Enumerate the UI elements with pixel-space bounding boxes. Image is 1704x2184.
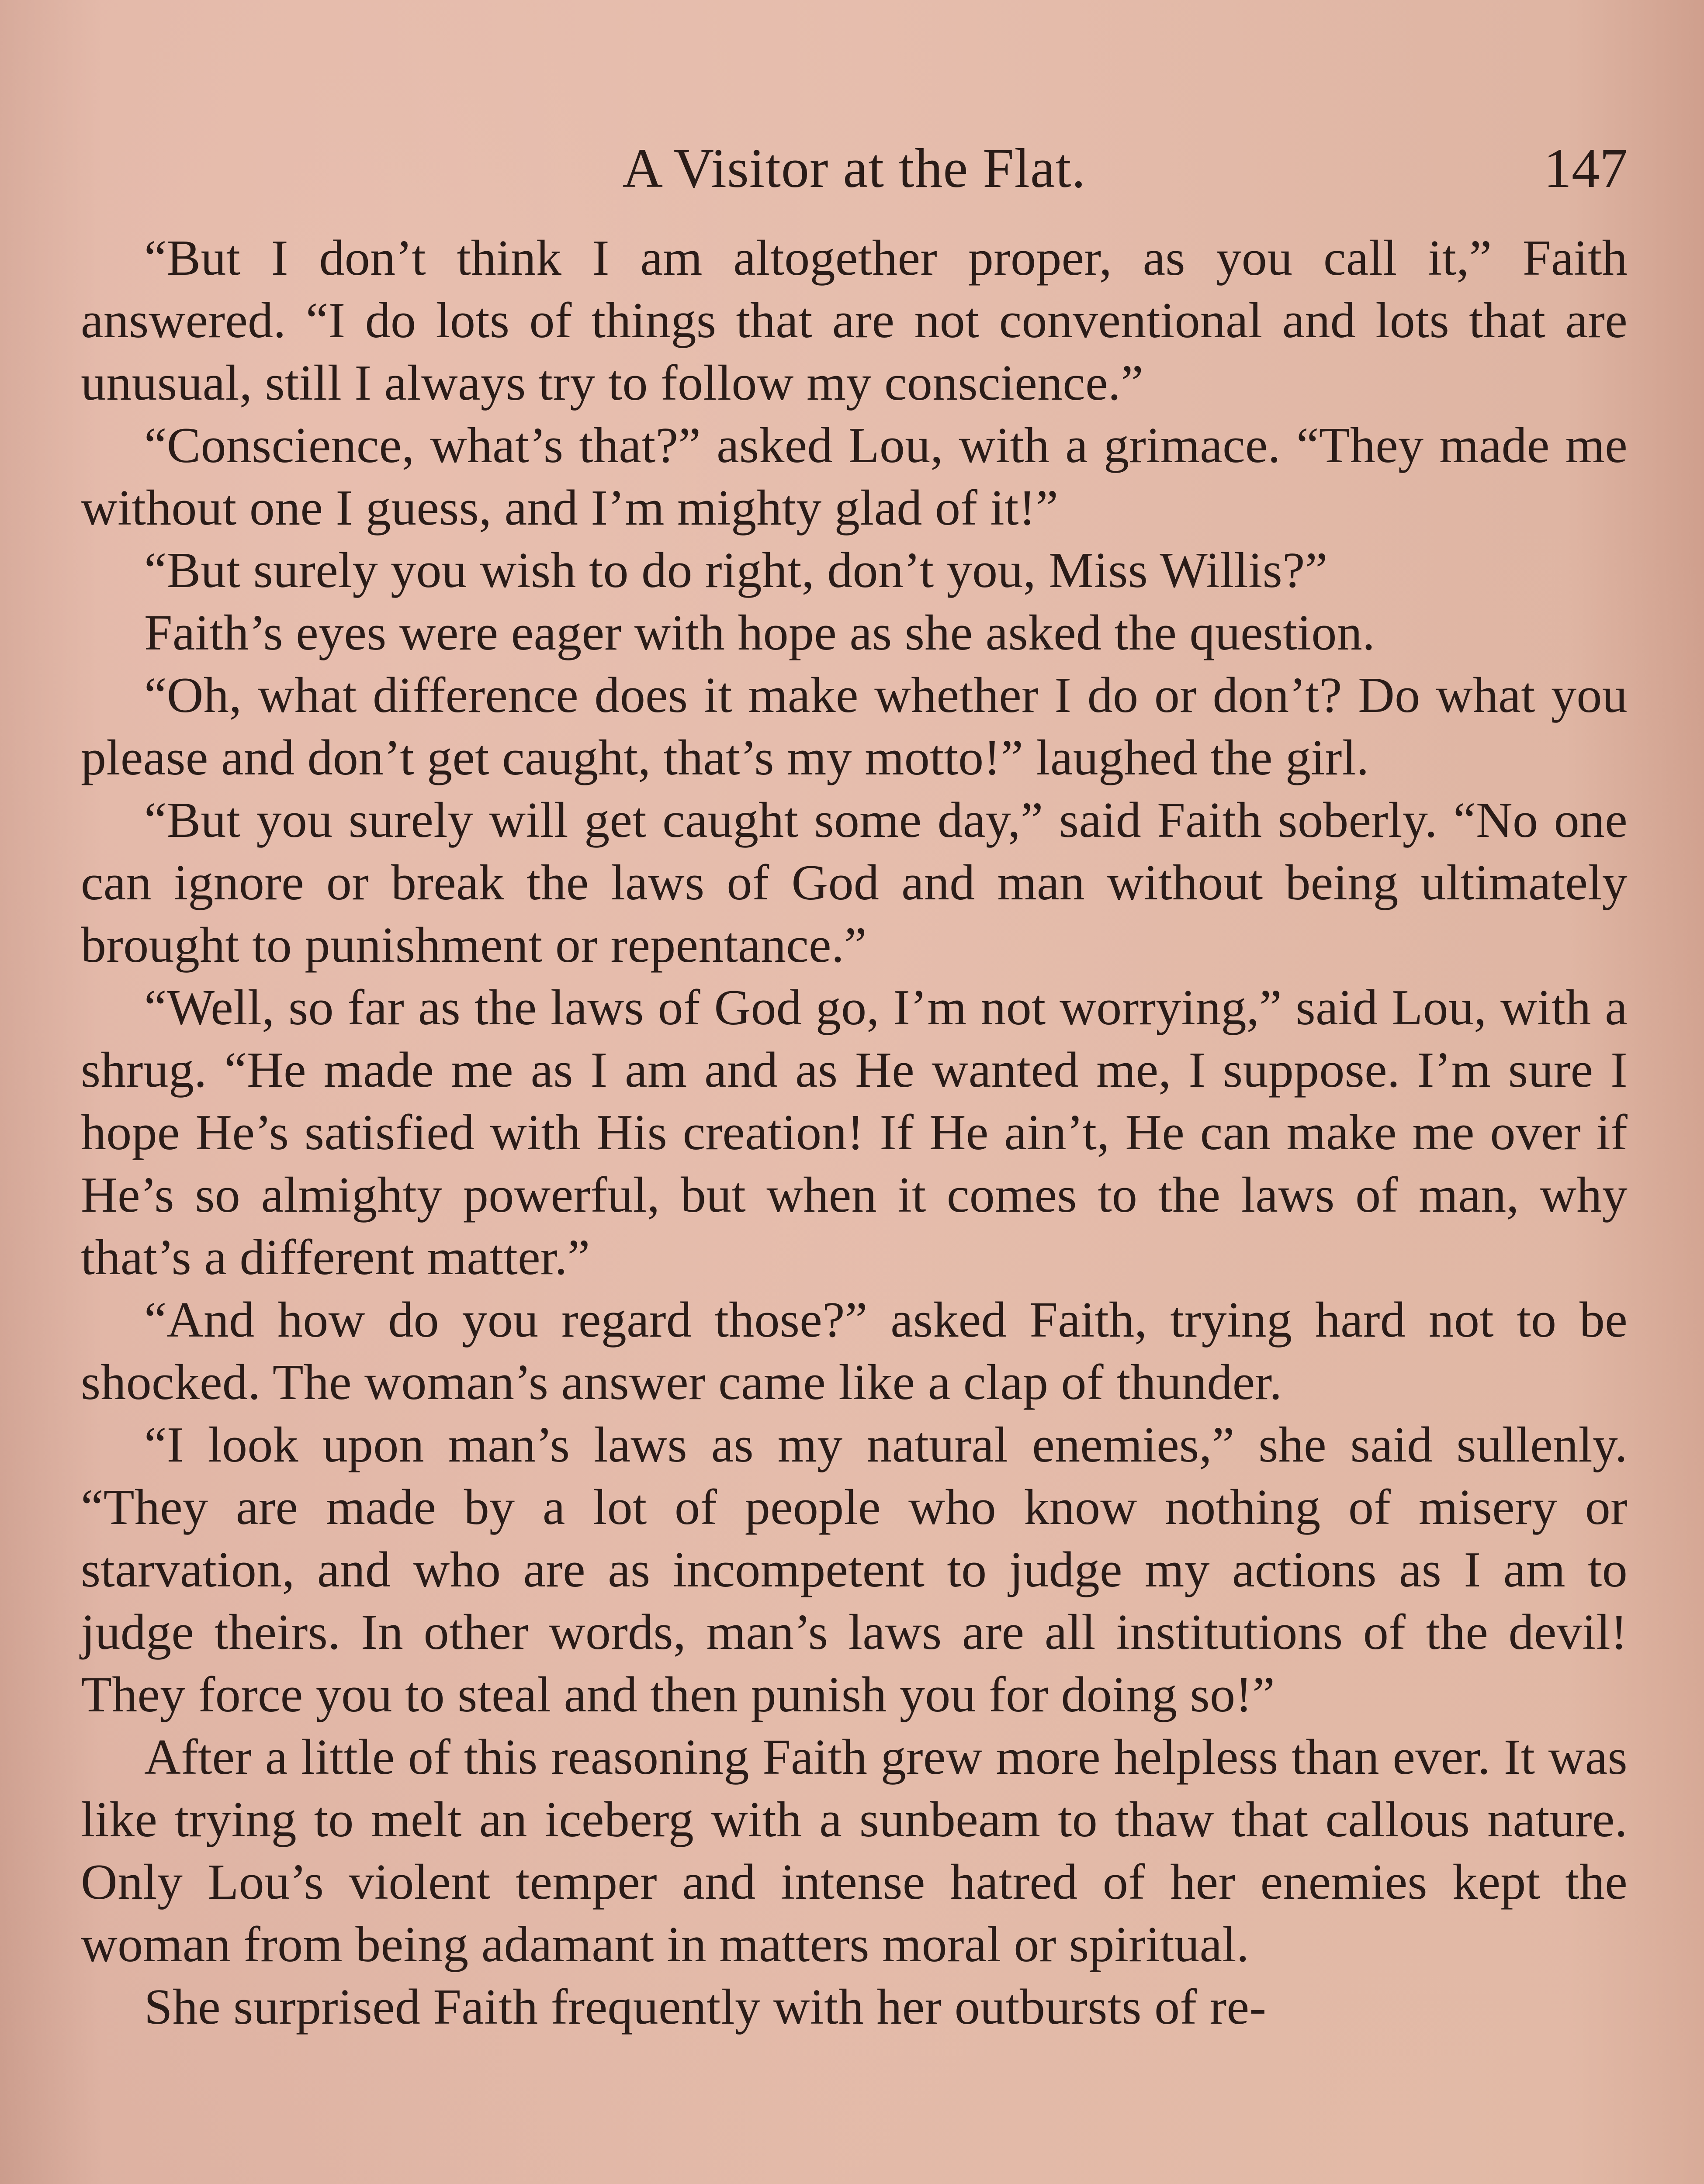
page-number: 147 [1544,137,1628,199]
body-text [81,227,1628,2039]
paragraph: “Oh, what difference does it make whether I do or don’t? Do what you please and don’t get caught, that’s my motto!” laughed the girl. [81,667,1628,786]
paragraph: “But surely you wish to do right, don’t you, Miss Willis?” [144,543,1328,598]
paragraph: “But you surely will get caught some day,” said Faith soberly. “No one can ignore or break the laws of God and man without being ultimately brought to punishment or repentance.” [81,792,1628,973]
chapter-title: A Visitor at the Flat. [622,137,1086,199]
paragraph: “Well, so far as the laws of God go, I’m not worrying,” said Lou, with a shrug. “He made me as I am and as He wanted me, I suppose. I’m sure I hope He’s satisfied with His creation! If He ain’t, He can make me over if He’s so almighty powerful, but when it comes to the laws of man, why that’s a different matter.” [81,980,1628,1286]
paragraph: After a little of this reasoning Faith grew more helpless than ever. It was like trying to melt an iceberg with a sunbeam to thaw that callous nature. Only Lou’s violent temper and intense hatred of her enemies kept the woman from being adamant in matters moral or spiritual. [81,1729,1628,1973]
paragraph: “Conscience, what’s that?” asked Lou, with a grimace. “They made me without one I guess, and I’m mighty glad of it!” [81,418,1628,536]
paragraph: Faith’s eyes were eager with hope as she asked the question. [144,605,1375,661]
paragraph: “And how do you regard those?” asked Faith, trying hard not to be shocked. The woman’s answer came like a clap of thunder. [81,1292,1628,1410]
paragraph: She surprised Faith frequently with her outbursts of re- [144,1979,1267,2035]
paragraph: “I look upon man’s laws as my natural enemies,” she said sullenly. “They are made by a lot of people who know nothing of misery or starvation, and who are as incompetent to judge my actions as I am to judge theirs. In other words, man’s laws are all institutions of the devil! They force you to steal and then punish you for doing so!” [81,1417,1628,1723]
paragraph: “But I don’t think I am altogether proper, as you call it,” Faith answered. “I do lots of things that are not conventional and lots that are unusual, still I always try to follow my conscience.” [81,230,1628,411]
running-head [81,131,1628,205]
